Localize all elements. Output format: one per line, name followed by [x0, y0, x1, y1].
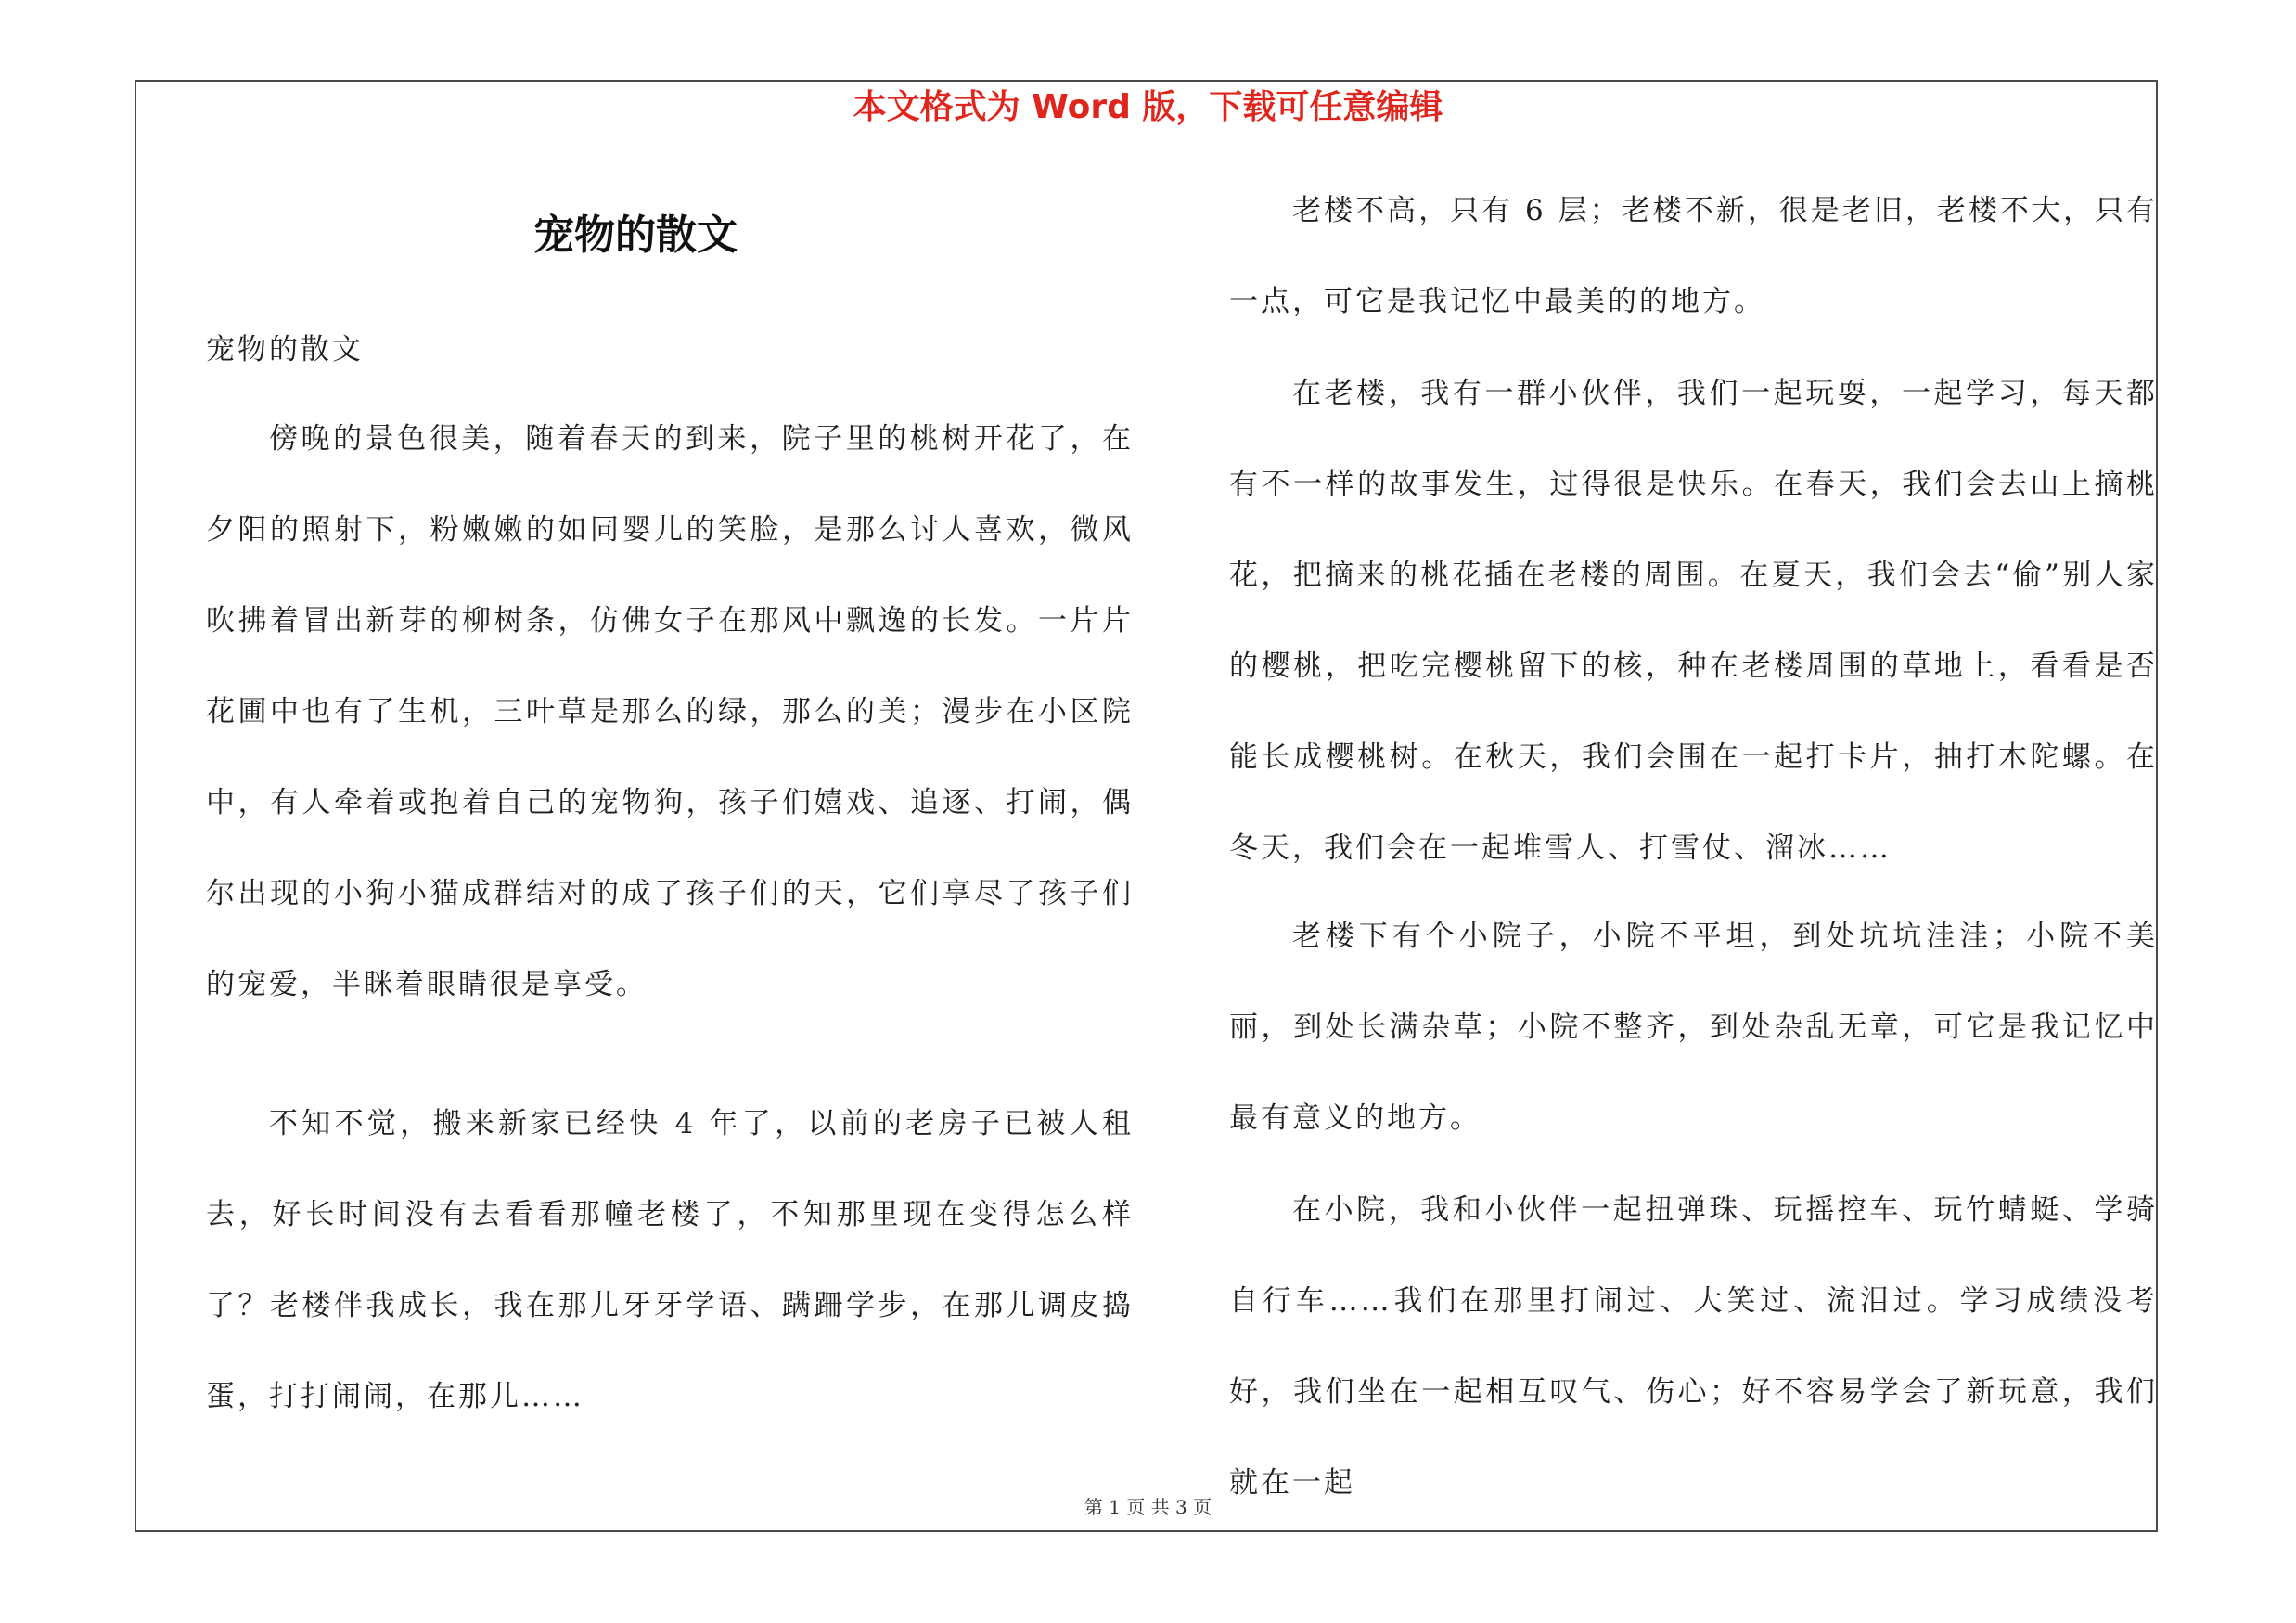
subtitle: 宠物的散文 — [206, 333, 364, 367]
paragraph: 傍晚的景色很美，随着春天的到来，院子里的桃树开花了，在夕阳的照射下，粉嫩嫩的如同婴儿的笑脸，是那么讨人喜欢，微风吹拂着冒出新芽的柳树条，仿佛女子在那风中飘逸的长发。一片片花圃中也有了生机，三叶草是那么的绿，那么的美；漫步在小区院中，有人牵着或抱着自己的宠物狗，孩子们嬉戏、追逐、打闹，偶尔出现的小狗小猫成群结对的成了孩子们的天，它们享尽了孩子们的宠爱，半眯着眼睛很是享受。 — [206, 422, 1134, 1001]
paragraph: 不知不觉，搬来新家已经快 4 年了，以前的老房子已被人租去，好长时间没有去看看那幢老楼了，不知那里现在变得怎么样了？老楼伴我成长，我在那儿牙牙学语、蹒跚学步，在那儿调皮捣蛋，打打闹闹，在那儿…… — [206, 1107, 1134, 1413]
paragraph: 老楼下有个小院子，小院不平坦，到处坑坑洼洼；小院不美丽，到处长满杂草；小院不整齐，到处杂乱无章，可它是我记忆中最有意义的地方。 — [1229, 920, 2158, 1135]
format-banner: 本文格式为 Word 版，下载可任意编辑 — [853, 88, 1443, 126]
paragraph: 在小院，我和小伙伴一起扭弹珠、玩摇控车、玩竹蜻蜓、学骑自行车……我们在那里打闹过、大笑过、流泪过。学习成绩没考好，我们坐在一起相互叹气、伤心；好不容易学会了新玩意，我们就在一起 — [1229, 1193, 2158, 1500]
page-number: 第 1 页 共 3 页 — [1084, 1496, 1212, 1518]
paragraph: 老楼不高，只有 6 层；老楼不新，很是老旧，老楼不大，只有一点，可它是我记忆中最美的的地方。 — [1229, 194, 2158, 318]
document-title: 宠物的散文 — [533, 212, 738, 259]
paragraph: 在老楼，我有一群小伙伴，我们一起玩耍，一起学习，每天都有不一样的故事发生，过得很是快乐。在春天，我们会去山上摘桃花，把摘来的桃花插在老楼的周围。在夏天，我们会去“偷”别人家的樱桃，把吃完樱桃留下的核，种在老楼周围的草地上，看看是否能长成樱桃树。在秋天，我们会围在一起打卡片，抽打木陀螺。在冬天，我们会在一起堆雪人、打雪仗、溜冰…… — [1229, 377, 2158, 865]
